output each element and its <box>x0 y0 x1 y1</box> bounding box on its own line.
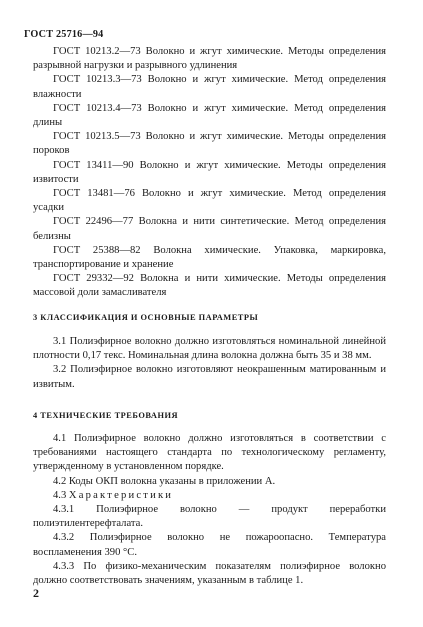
section-4-title: 4 ТЕХНИЧЕСКИЕ ТРЕБОВАНИЯ <box>33 411 179 420</box>
page-number: 2 <box>33 586 39 600</box>
paragraph-4-1: 4.1 Полиэфирное волокно должно изготовляться в соответствии с требованиями настоящего стандарта по технологическому регламенту, утвержденному в установленном порядке. <box>33 433 386 473</box>
reference-item: ГОСТ 25388—82 Волокна химические. Упаковка, маркировка, транспортирование и хранение <box>33 244 386 271</box>
reference-item: ГОСТ 10213.2—73 Волокно и жгут химические. Методы определения разрывной нагрузки и разрывного удлинения <box>33 46 386 72</box>
paragraph-4-3-2: 4.3.2 Полиэфирное волокно не пожароопасно. Температура воспламенения 390 °С. <box>33 532 386 558</box>
reference-item: ГОСТ 13481—76 Волокно и жгут химические. Метод определения усадки <box>33 188 386 214</box>
section-3-body <box>33 335 386 392</box>
reference-item: ГОСТ 13411—90 Волокно и жгут химические. Методы определения извитости <box>33 159 386 185</box>
paragraph-4-3-1: 4.3.1 Полиэфирное волокно — продукт переработки полиэтилентерефталата. <box>33 504 386 530</box>
document-header: ГОСТ 25716—94 <box>24 29 104 40</box>
normative-references <box>33 45 386 301</box>
section-3-title: 3 КЛАССИФИКАЦИЯ И ОСНОВНЫЕ ПАРАМЕТРЫ <box>33 313 259 322</box>
reference-item: ГОСТ 22496—77 Волокна и нити синтетические. Метод определения белизны <box>33 216 386 242</box>
reference-item: ГОСТ 29332—92 Волокна и нити химические. Методы определения массовой доли замасливателя <box>33 273 386 299</box>
reference-item: ГОСТ 10213.5—73 Волокно и жгут химические. Методы определения пороков <box>33 131 386 157</box>
paragraph-3-1: 3.1 Полиэфирное волокно должно изготовляться номинальной линейной плотности 0,17 текс. Номинальная длина волокна должна быть 35 и 38 мм. <box>33 336 386 362</box>
section-4-body <box>33 432 386 588</box>
paragraph-3-2: 3.2 Полиэфирное волокно изготовляют неокрашенным матированным и извитым. <box>33 364 386 390</box>
paragraph-4-2: 4.2 Коды ОКП волокна указаны в приложении А. <box>53 475 276 487</box>
reference-item: ГОСТ 10213.3—73 Волокно и жгут химические. Метод определения влажности <box>33 74 386 100</box>
paragraph-4-3 <box>33 489 386 503</box>
paragraph-4-3-number: 4.3 <box>53 489 67 501</box>
paragraph-4-3-title: Характеристики <box>68 489 174 501</box>
reference-item: ГОСТ 10213.4—73 Волокно и жгут химические. Метод определения длины <box>33 102 386 129</box>
paragraph-4-3-3: 4.3.3 По физико-механическим показателям полиэфирное волокно должно соответствовать значениям, указанным в таблице 1. <box>33 560 386 587</box>
